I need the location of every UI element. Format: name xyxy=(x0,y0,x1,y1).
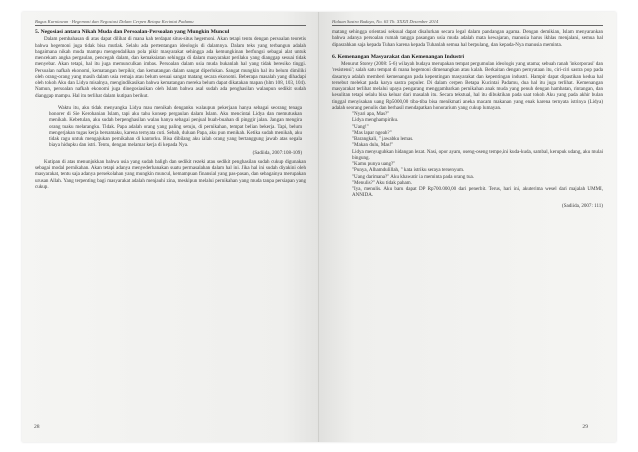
book-spread xyxy=(22,12,616,442)
dialogue-line: "Menulis?" Aku tidak paham. xyxy=(352,179,412,186)
left-running-head: Bagus Kurniawan · Hegemoni dan Negosiasi Dalam Cerpen Betapa Kecintai Padamu xyxy=(35,19,306,26)
right-paragraph-2: Menurut Storey (2008: 5-6) wilayah budaya merupakan tempat pergumulan ideologis yang utama; sebuah ranah 'inkorporasi' dan 'resistensi'; salah satu tempat di mana hegemoni dimenangkan atau kalah. Berkaitan dengan pernyataan itu, ciri-ciri sastra pop pada dasarnya adalah memberi kemenangan pada kepentingan masyarakat dan kepentingan industri. Hampir dapat dipastikan kedua hal tersebut melekat pada karya sastra populer. Di dalam cerpen Betapa Kucintai Padamu, dua hal itu juga terlihat. Kemenangan masyarakat terlihat melalui upaya pengarang menggambarkan pernikahan anak muda yang penuh dengan hambatan, rintangan, dan kesulitan tetapi selalu bisa keluar dari masalah itu. Secara tekstual, hal itu dibuktikan pada saat tokoh Aku yang pada akhir bulan tinggal menyisakan uang Rp5000,00 tiba-tiba bisa menikmati aneka macam makanan yang enak karena ternyata istrinya (Lidya) adalah seorang penulis dan berhasil mendapatkan honorarium yang cukup lumayan. xyxy=(332,61,603,111)
dialogue-line: "Uang!" xyxy=(352,123,369,130)
left-page-number: 28 xyxy=(34,424,40,430)
dialogue-narration: Lidya menyuguhkan hidangan lezat. Nasi, opor ayam, oseng-oseng tempe,ini kuda-kuda, sambal, kerupuk udang, aku mulai bingung. xyxy=(352,148,603,161)
left-paragraph-1: Dalam pembahasan di atas dapat dilihat di mana kah terdapat situs-situs hegemoni. Akan tetapi tentu dengan persoalan teoretis bahwa hegemoni juga tidak bisa mutlak. Selalu ada pertentangan ideologis di dalamnya. Dalam teks yang terbangun adalah bagaimana nikah muda mampu mengendalikan pola pikir masyarakat sehingga ada kemungkinan berfungsi sebagai alat untuk mencekam angka pergaulan, pencegah dalam, dan kemaksiatan sehingga di dalam masyarakat perilaku yang dianggap sesuai tidak menyebar. Akan tetapi, hal itu juga memunculkan imbas. Persoalan dalam usia muda bukanlah hal yang tidak beresiko tinggi. Persoalan nafkah ekonomi, kematangan berpikir, dan kematangan dalam sangat diperlukan. Sangat mungkin hal itu belum dimiliki oleh orang-orang yang masih dalam usia remaja atau belum sesuai sangat matang secara ekonomi. Beberapa masalah yang dihadapi oleh tokoh Aku dan Lidya misalnya, mengindikasikan bahwa kematangan mereka belum dapat dikatakan mapan (hlm 108, 103, 104). Namun, persoalan nafkah ekonomi juga dinegosiasikan oleh Islam bahwa asal sudah ada penghasilan walaupun sedikit sudah dianggap mampu. Hal itu terlihat dalam kutipan berikut. xyxy=(35,36,306,99)
dialogue-line: "Makan dulu, Mas!" xyxy=(352,142,394,149)
dialogue-line: "Kamu punya uang?" xyxy=(352,161,396,168)
quote-citation: (Sadiida, 2007:108-109) xyxy=(252,149,302,156)
dialogue-line: "Nyari apa, Mas?" xyxy=(352,111,390,118)
quote-text: Waktu itu, aku tidak menyangka Lidya mau menikah denganku walaupun pekerjaan hanya sebagai seorang tenaga honorer di Sie Kerohanian Islam, tapi aku tahu konsep pergaulan dalam Islam. Aku mencintai Lidya dan memutuskan menikah. Kebetulan, aku sudah berpenghasilan walau hanya sebagai penjual buah-buahan di pinggir jalan. Jangan mengira orang tuaku melarangku. Tidak. Papa adalah orang yang paling setuju, di pernikahan, tempat belian bekerja. Tapi, belum mengerjakan tugas kerja bersamaku, karena ternyata cuti. Sebab, duluan Papa, aku pun menikah. Ketika sudah menikah, aku tidak ragu untuk mengajukan pernikahan di kantorku. Bisa dibilang aku ialah orang yang bertanggung jawab atas segala biaya hidupku dan istri. Tentu, dengan melamar kerja di kepada Nya. xyxy=(49,104,302,149)
dialogue-line: "Punya, Alhamdulillah, " kata istriku seraya tersenyum. xyxy=(352,167,465,174)
dialogue-line: "Uang darimana?" Aku khawatir ia meminta pada orang tua. xyxy=(352,173,474,180)
left-page xyxy=(22,12,319,442)
dialogue-block xyxy=(352,111,603,199)
right-page-number: 29 xyxy=(582,424,588,430)
right-page xyxy=(319,12,616,442)
section-title-5: 5. Negosiasi antara Nikah Muda dan Persoalan-Persoalan yang Mungkin Muncul xyxy=(35,29,230,35)
section-title-6: 6. Kemenangan Masyarakat dan Kemenangan Industri xyxy=(332,53,465,60)
dialogue-line: "Barangkali, " jawabku lemas. xyxy=(352,136,414,143)
right-citation: (Sadiida, 2007: 111) xyxy=(562,202,603,209)
right-running-head: Haluan Sastra Budaya, No. 65 Th. XXXII Desember 2014 xyxy=(332,19,603,26)
dialogue-line: "Iya, menulis. Aku baru dapat DP Rp700.000,00 dari penerbit. Terus, hari ini, akuterima wesel dari majalah UMMI, ANNIDA. xyxy=(352,186,603,199)
left-paragraph-2: Kutipan di atas menunjukkan bahwa usia yang sudah baligh dan sedikit rezeki atau sedikit penghasilan sudah cukup digunakan sebagai modal pernikahan. Akan tetapi adanya menyederhanakan suatu permasalahan dalam hal ini. Jika hal ini sudah diyakini oleh masyarakat, tentu saja adanya persekolahan yang mungkin muncul, kemampuan finansial yang pas-pasan, dan sebagainya merupakan urusan Allah. Yang terpenting bagi masyarakat adalah menjauhi zina, meskipun melalui pernikahan yang muda tanpa persiapan yang cukup. xyxy=(35,158,306,190)
right-paragraph-1: matang sehingga orientasi seksual dapat disalurkan secara legal dalam pandangan agama. Dengan demikian, Islam menyarankan bahwa adanya persoalan rumah tangga pasangan usia muda adalah mata kewajaran, manusia harus ikhlas menjalani, semua hal dipasrahkan saja kepada Tuhan karena kepada Tuhanlah semua hal berpulang, dan kepada-Nya manusia meminta. xyxy=(332,29,603,48)
dialogue-line: "Mas lapar ngeah?" xyxy=(352,129,392,136)
dialogue-line: Lidya menghampiriku. xyxy=(352,117,399,124)
block-quote xyxy=(49,105,302,156)
